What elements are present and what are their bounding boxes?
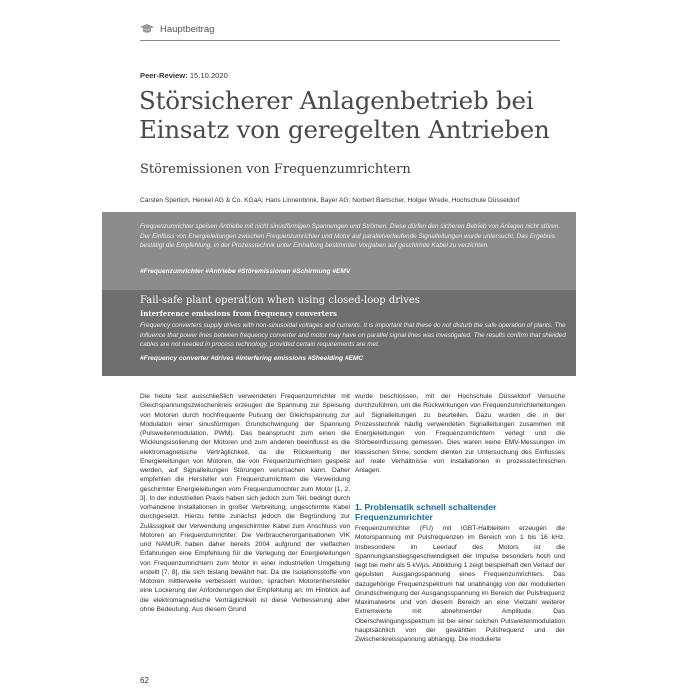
peer-review-date: 15.10.2020	[189, 71, 228, 80]
header-rule	[140, 40, 560, 41]
body-paragraph: wurde beschlossen, mit der Hochschule Düsseldorf Versuche durchzuführen, um die Rückwirkungen von Frequenzumrichterleitungen auf Signalleitungen zu beurteilen. Dazu wurden die in der Prozesstechnik häufig verwendeten Signalleitungen zusammen mit Energieleitungen von Frequenzumrichtern verlegt und die Störbeeinflussung gemessen. Dies waren keine EMV-Messungen im klassischen Sinne, sondern dienten zur Untersuchung des Einflusses auf reale Verhältnisse von Installationen in prozesstechnischen Anlagen.	[355, 393, 565, 474]
keywords-german: #Frequenzumrichter #Antriebe #Störemissionen #Schirmung #EMV	[140, 268, 351, 275]
section-heading: 1. Problematik schnell schaltender Frequenzumrichter	[355, 502, 497, 522]
body-column-right-bottom	[355, 524, 565, 644]
article-title: Störsicherer Anlagenbetrieb bei Einsatz von geregelten Antrieben	[139, 86, 550, 144]
abstract-box-english	[102, 290, 576, 376]
body-paragraph: Die heute fast ausschließlich verwendeten Frequenzumrichter mit Gleichspannungszwischenkreis erzeugen die Spannung zur Speisung von Motoren durch hochfrequente Pulsung der Gleichspannung zur Modulation einer sinusförmigen Grundschwingung der Spannung (Pulsweitenmodulation, PWM). Das beansprucht zum einen die Wicklungsisolierung der Motoren und zum anderen beeinflusst es die elektromagnetische Verträglichkeit, da die Rückwirkung der Energieleitungen von Motoren, die von Frequenzumrichtern gespeist werden, auf Signalleitungen Störungen verursachen kann. Daher empfehlen die Hersteller von Frequenzumrichtern die Verwendung geschirmter Energieleitungen vom Frequenzumrichter zum Motor [1, 2, 3]. In der industriellen Praxis haben sich jedoch zum Teil, bedingt durch vorhandene Installationen in großer Verbreitung, ungeschirmte Kabel durchgesetzt. Hierzu fehlte zunächst jedoch die Begründung zur Zulässigkeit der Verwendung ungeschirmter Kabel zum Anschluss von Motoren an Frequenzumrichter. Die Verbraucherorganisationen VIK und NAMUR haben daher bereits 2004 aufgrund der vielfachen Erfahrungen eine Empfehlung für die Verlegung der Energieleitungen von Frequenzumrichtern zum Motor in einer industriellen Umgebung erstellt [7, 8], die sich bislang bewährt hat. Da die Isolationsstoffe von Motoren mittlerweile verbessert wurden, sprachen Motorenhersteller eine Lockerung der Anforderungen der Empfehlung an. Im Hinblick auf die elektromagnetische Verträglichkeit ist diese Verbesserung aber ohne Bedeutung. Aus diesem Grund	[140, 393, 350, 613]
article-subtitle: Störemissionen von Frequenzumrichtern	[140, 162, 411, 177]
abstract-german: Frequenzumrichter speisen Antriebe mit nicht sinusförmigen Spannungen und Strömen. Diese dürfen den sicheren Betrieb von Anlagen nicht stören. Der Einfluss von Energieleitungen zwischen Frequenzumrichter und Motor auf parallelverlaufende Signalleitungen wurde untersucht. Das Ergebnis bestätigt die Empfehlung, in der Prozesstechnik unter Einhaltung bestimmter Vorgaben auf geschirmte Kabel zu verzichten.	[140, 223, 561, 250]
peer-review-label: Peer-Review:	[140, 71, 188, 80]
graduation-cap-icon	[140, 24, 154, 34]
page-number: 62	[140, 676, 149, 685]
body-column-right-top	[355, 392, 565, 475]
abstract-english: Frequency converters supply drives with non-sinusoidal voltages and currents. It is important that these do not disturb the safe operation of plants. The influence that power lines between frequency converter and motor may have on parallel signal lines was investigated. The results confirm that shielded cables are not needed in process technology, provided certain requirements are met.	[140, 322, 566, 349]
body-paragraph: Frequenzumrichter (FU) mit IGBT-Halbleitern erzeugen die Motorspannung mit Pulsfrequenzen im Bereich von 1 bis 16 kHz. Insbesondere im Leerlauf des Motors ist die Spannungsanstiegsgeschwindigkeit der Impulse besonders hoch und liegt bei mehr als 5 kV/µs. Abbildung 1 zeigt beispielhaft den Verlauf der gepulsten Ausgangsspannung eines Frequenzumrichters. Das dazugehörige Frequenzspektrum hat unabhängig von der modulierten Grundschwingung der Ausgangsspannung im Bereich der Pulsfrequenz Maximalwerte und von diesem Bereich an eine Vielzahl weiterer Extremwerte mit abnehmender Amplitude. Das Oberschwingungsspektrum ist bei einer solchen Pulsweitenmodulation hauptsächlich von der gewählten Pulsfrequenz und der Zwischenkreisspannung abhängig. Die modulierte	[355, 525, 565, 643]
body-column-left	[140, 392, 350, 614]
author-line: Carsten Sperlich, Henkel AG & Co. KGaA; Hans Linnenbrink, Bayer AG; Norbert Bartscher, Holger Wrede, Hochschule Düsseldorf	[140, 197, 520, 204]
section-header	[140, 20, 560, 38]
abstract-box-german	[102, 212, 576, 290]
english-subtitle: Interference emissions from frequency converters	[140, 309, 337, 318]
section-label: Hauptbeitrag	[160, 23, 215, 35]
keywords-english: #Frequency converter #drives #interfering emissions #Sheelding #EMC	[140, 355, 364, 362]
peer-review-line	[140, 71, 228, 80]
english-title: Fail-safe plant operation when using closed-loop drives	[140, 295, 420, 306]
